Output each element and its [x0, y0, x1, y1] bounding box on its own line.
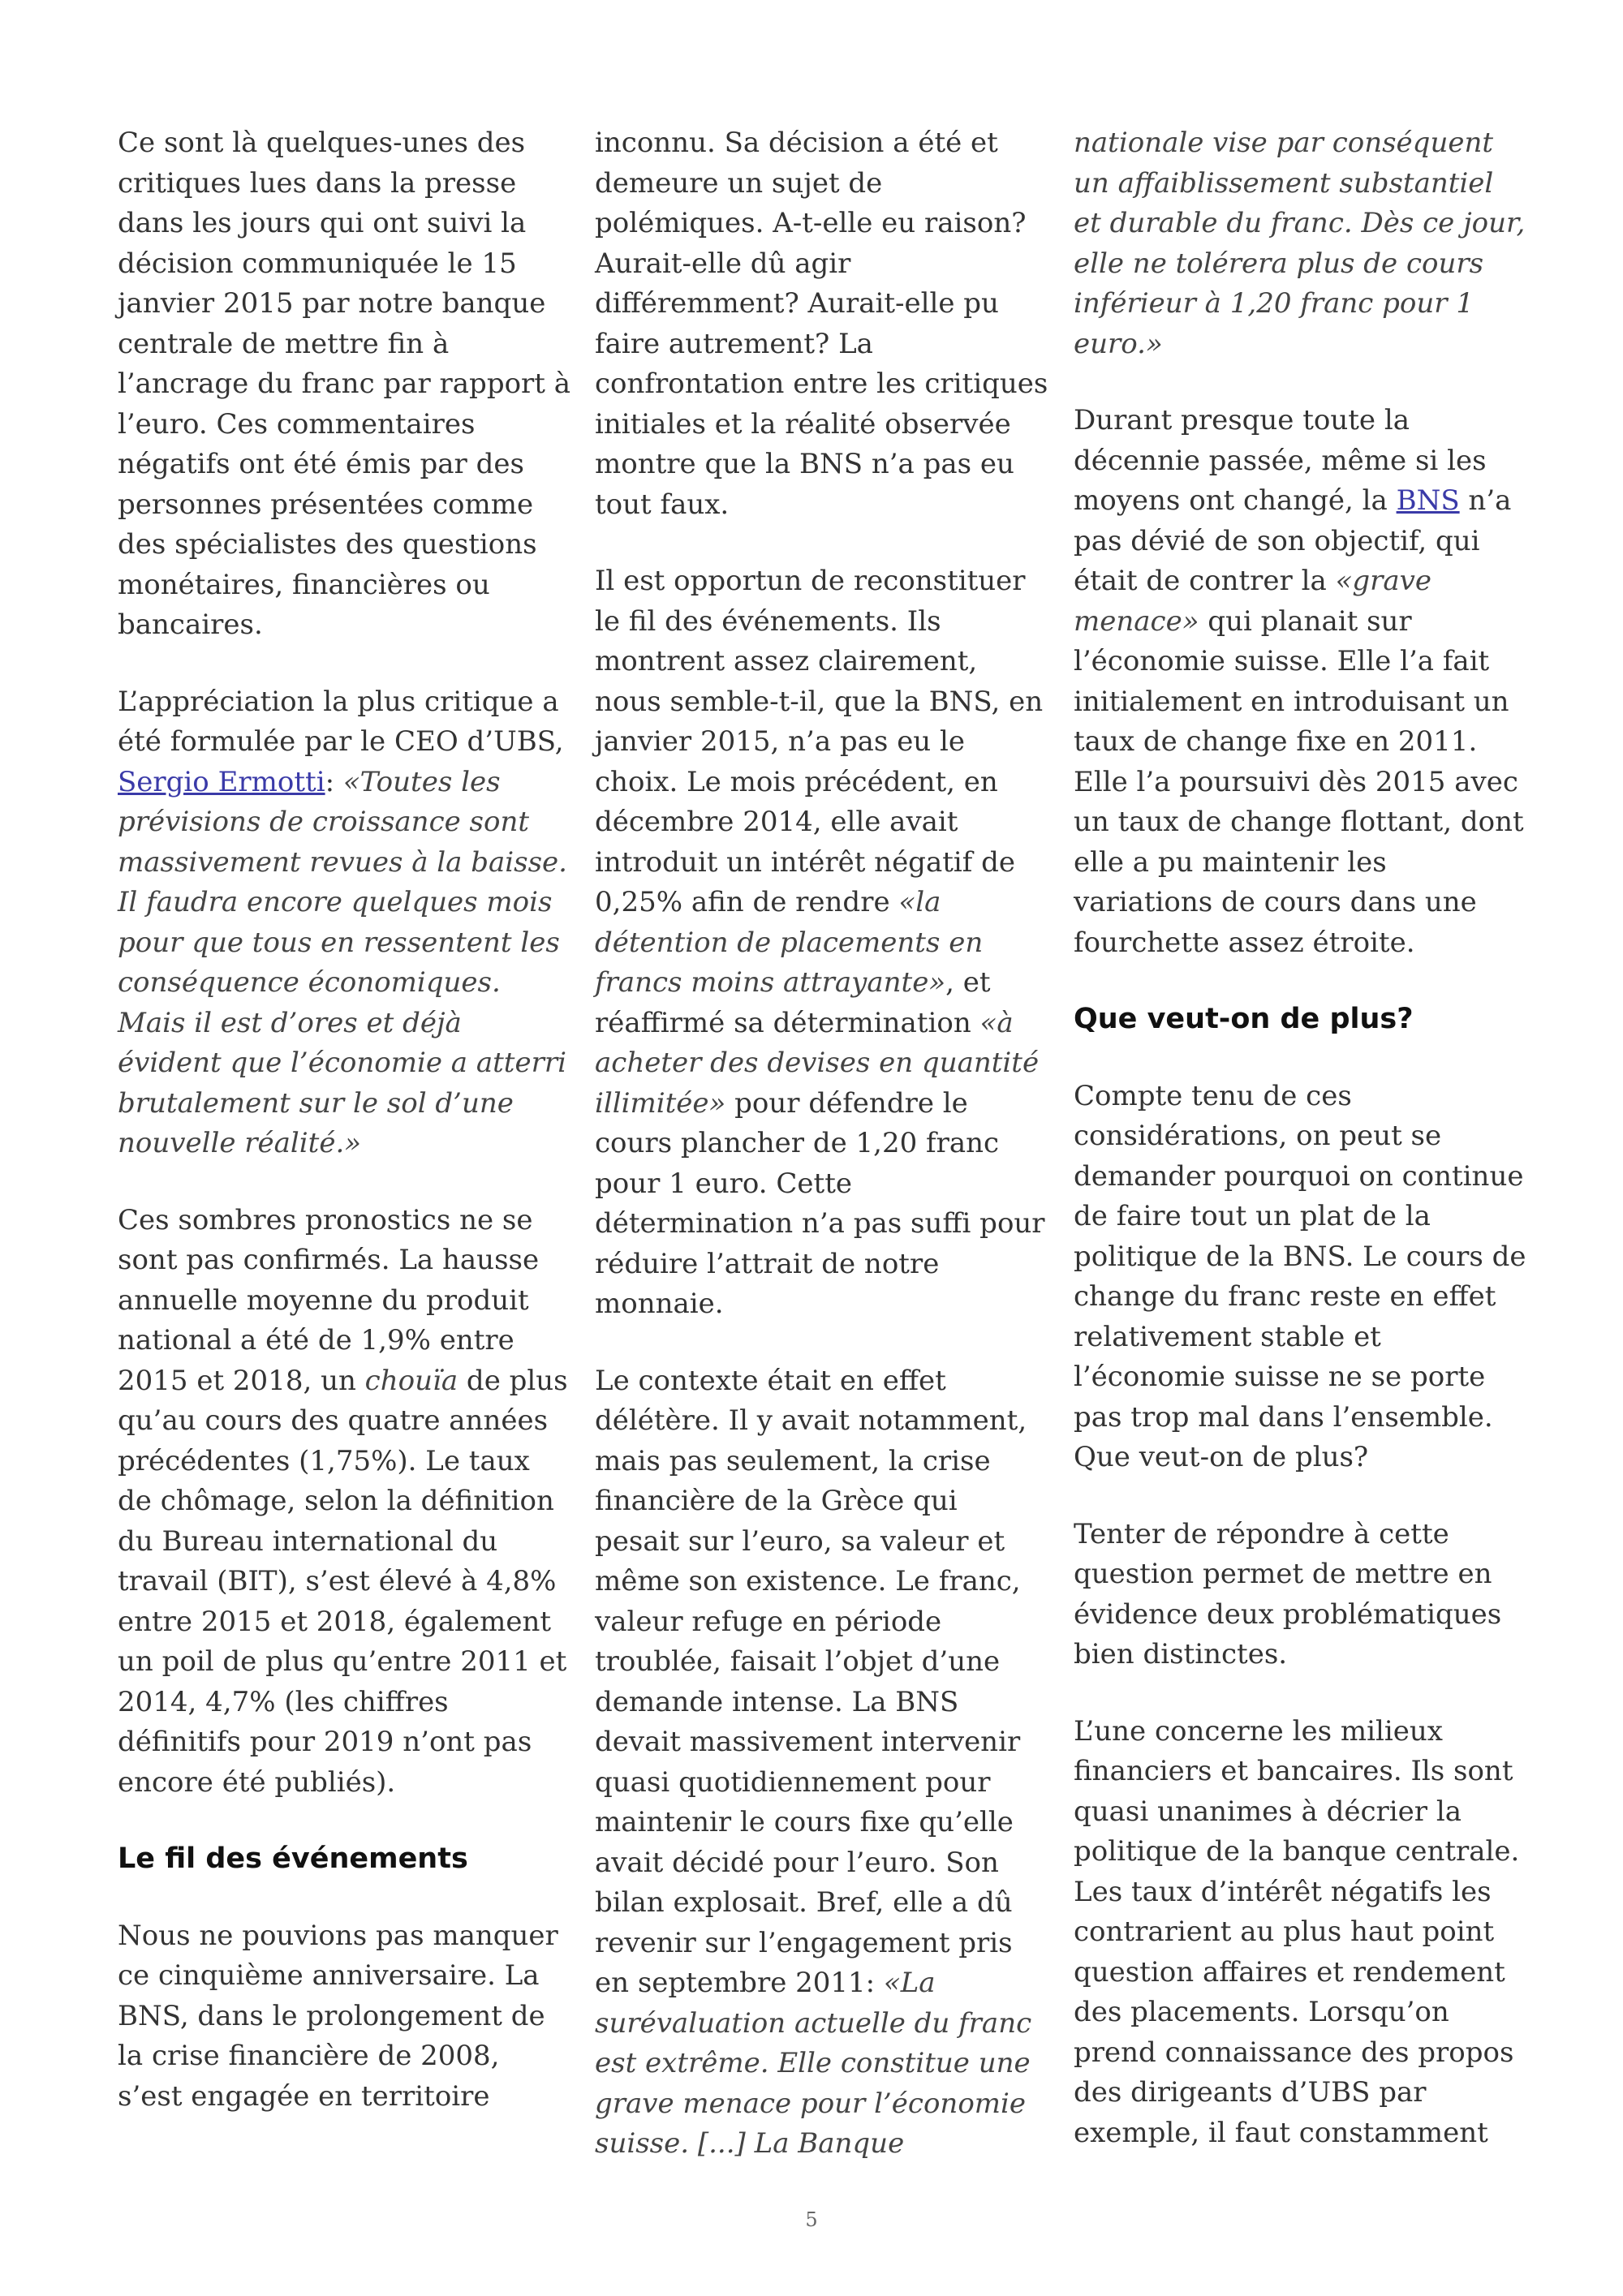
link-sergio-ermotti[interactable]: Sergio Ermotti [118, 765, 325, 798]
section-heading: Que veut-on de plus? [1074, 1003, 1414, 1035]
paragraph [1074, 123, 1528, 364]
column-1 [118, 123, 572, 2153]
link-bns[interactable]: BNS [1396, 484, 1460, 517]
page-number: 5 [805, 2208, 818, 2231]
paragraph: Tenter de répondre à cette question permet de mettre en évidence deux problématiques bien distinctes. [1074, 1517, 1502, 1670]
paragraph-ermotti-quote: L’appréciation la plus critique a été formulée par le CEO d’UBS, Sergio Ermotti: «Toutes les prévisions de croissance sont massivement revues à la baisse. Il faudra encore quelques mois pour que tous en ressentent les conséquence économiques. Mais il est d’ores et déjà évident que l’économie a atterri brutalement sur le sol d’une nouvelle réalité.» [118, 685, 567, 1159]
paragraph: Nous ne pouvions pas manquer ce cinquième anniversaire. La BNS, dans le prolongement de la crise financière de 2008, s’est engagée en territoire [118, 1919, 558, 2113]
column-3 [1074, 123, 1528, 2190]
column-2 [595, 123, 1049, 2201]
paragraph: L’une concerne les milieux financiers et bancaires. Ils sont quasi unanimes à décrier la politique de la banque centrale. Les taux d’intérêt négatifs les contrarient au plus haut point question affaires et rendement des placements. Lorsqu’on prend connaissance des propos des dirigeants d’UBS par exemple, il faut constamment [1074, 1714, 1520, 2149]
quote: nationale vise par conséquent un affaiblissement substantiel et durable du franc. Dès ce jour, elle ne tolérera plus de cours inférieur à 1,20 franc pour 1 euro.» [1074, 127, 1526, 360]
paragraph: inconnu. Sa décision a été et demeure un sujet de polémiques. A-t-elle eu raison? Aurait-elle dû agir différemment? Aurait-elle pu faire autrement? La confrontation entre les critiques initiales et la réalité observée montre que la BNS n’a pas eu tout faux. [595, 127, 1048, 521]
paragraph: Il est opportun de reconstituer le fil des événements. Ils montrent assez clairement, nous semble-t-il, que la BNS, en janvier 2015, n’a pas eu le choix. Le mois précédent, en décembre 2014, elle avait introduit un intérêt négatif de 0,25% afin de rendre «la détention de placements en francs moins attrayante», et réaffirmé sa détermination «à acheter des devises en quantité illimitée» pour défendre le cours plancher de 1,20 franc pour 1 euro. Cette détermination n’a pas suffi pour réduire l’attrait de notre monnaie. [595, 565, 1045, 1320]
paragraph: Le contexte était en effet délétère. Il y avait notamment, mais pas seulement, la crise financière de la Grèce qui pesait sur l’euro, sa valeur et même son existence. Le franc, valeur refuge en période troublée, faisait l’objet d’une demande intense. La BNS devait massivement intervenir quasi quotidiennement pour maintenir le cours fixe qu’elle avait décidé pour l’euro. Son bilan explosait. Bref, elle a dû revenir sur l’engagement pris en septembre 2011: «La surévaluation actuelle du franc est extrême. Elle constitue une grave menace pour l’économie suisse. [...] La Banque [595, 1364, 1032, 2160]
section-heading: Le fil des événements [118, 1842, 468, 1875]
paragraph: Compte tenu de ces considérations, on peut se demander pourquoi on continue de faire tout un plat de la politique de la BNS. Le cours de change du franc reste en effet relativement stable et l’économie suisse ne se porte pas trop mal dans l’ensemble. Que veut-on de plus? [1074, 1079, 1526, 1473]
quote: «La surévaluation actuelle du franc est extrême. Elle constitue une grave menace pour l’économie suisse. [...] La Banque [595, 1967, 1032, 2160]
paragraph: Ce sont là quelques-unes des critiques lues dans la presse dans les jours qui ont suivi la décision communiquée le 15 janvier 2015 par notre banque centrale de mettre fin à l’ancrage du franc par rapport à l’euro. Ces commentaires négatifs ont été émis par des personnes présentées comme des spécialistes des questions monétaires, financières ou bancaires. [118, 127, 571, 641]
quote: «Toutes les prévisions de croissance sont massivement revues à la baisse. Il faudra encore quelques mois pour que tous en ressentent les conséquence économiques. Mais il est d’ores et déjà évident que l’économie a atterri brutalement sur le sol d’une nouvelle réalité.» [118, 765, 567, 1159]
paragraph: Durant presque toute la décennie passée, même si les moyens ont changé, la BNS n’a pas dévié de son objectif, qui était de contrer la «grave menace» qui planait sur l’économie suisse. Elle l’a fait initialement en introduisant un taux de change fixe en 2011. Elle l’a poursuivi dès 2015 avec un taux de change flottant, dont elle a pu maintenir les variations de cours dans une fourchette assez étroite. [1074, 404, 1524, 959]
paragraph: Ces sombres pronostics ne se sont pas confirmés. La hausse annuelle moyenne du produit national a été de 1,9% entre 2015 et 2018, un chouïa de plus qu’au cours des quatre années précédentes (1,75%). Le taux de chômage, selon la définition du Bureau international du travail (BIT), s’est élevé à 4,8% entre 2015 et 2018, également un poil de plus qu’entre 2011 et 2014, 4,7% (les chiffres définitifs pour 2019 n’ont pas encore été publiés). [118, 1203, 568, 1799]
